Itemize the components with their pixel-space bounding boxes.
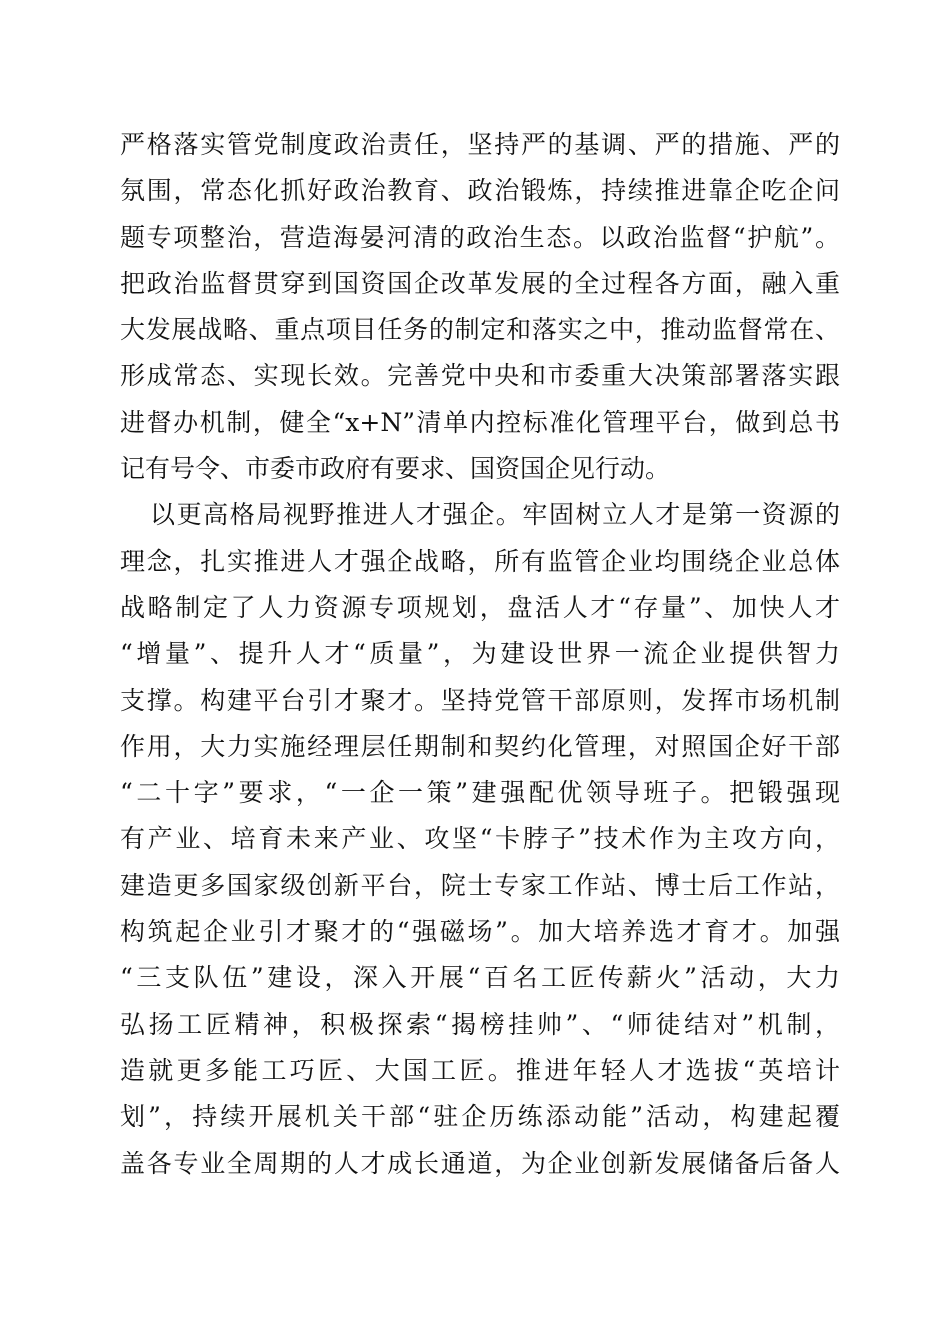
body-text xyxy=(120,122,840,1187)
text-line: 造就更多能工巧匠、大国工匠。推进年轻人才选拔“英培计 xyxy=(120,1055,840,1085)
text-line: 作用，大力实施经理层任期制和契约化管理，对照国企好干部 xyxy=(120,731,840,761)
text-line: “三支队伍”建设，深入开展“百名工匠传薪火”活动，大力 xyxy=(120,963,840,993)
text-line: 题专项整治，营造海晏河清的政治生态。以政治监督“护航”。 xyxy=(120,222,840,252)
text-line: 划”，持续开展机关干部“驻企历练添动能”活动，构建起覆 xyxy=(120,1102,840,1132)
text-line: 理念，扎实推进人才强企战略，所有监管企业均围绕企业总体 xyxy=(120,546,840,576)
text-line: 盖各专业全周期的人才成长通道，为企业创新发展储备后备人 xyxy=(120,1148,840,1178)
text-line: “增量”、提升人才“质量”，为建设世界一流企业提供智力 xyxy=(120,639,840,669)
text-line: 构筑起企业引才聚才的“强磁场”。加大培养选才育才。加强 xyxy=(120,917,840,947)
text-line: 支撑。构建平台引才聚才。坚持党管干部原则，发挥市场机制 xyxy=(120,685,840,715)
text-line: 有产业、培育未来产业、攻坚“卡脖子”技术作为主攻方向， xyxy=(120,824,840,854)
text-line: 战略制定了人力资源专项规划，盘活人才“存量”、加快人才 xyxy=(120,592,840,622)
text-line: 大发展战略、重点项目任务的制定和落实之中，推动监督常在、 xyxy=(120,315,840,345)
text-line: 把政治监督贯穿到国资国企改革发展的全过程各方面，融入重 xyxy=(120,268,840,298)
text-line: 进督办机制，健全“x+N”清单内控标准化管理平台，做到总书 xyxy=(120,407,840,437)
text-line: 严格落实管党制度政治责任，坚持严的基调、严的措施、严的 xyxy=(120,130,840,159)
text-line: “二十字”要求，“一企一策”建强配优领导班子。把锻强现 xyxy=(120,778,840,808)
text-line: 建造更多国家级创新平台，院士专家工作站、博士后工作站， xyxy=(120,870,840,900)
text-line: 弘扬工匠精神，积极探索“揭榜挂帅”、“师徒结对”机制， xyxy=(120,1009,840,1039)
text-line: 形成常态、实现长效。完善党中央和市委重大决策部署落实跟 xyxy=(120,361,840,391)
paragraph-heading-line: 以更高格局视野推进人才强企。牢固树立人才是第一资源的 xyxy=(150,500,840,530)
text-line: 氛围，常态化抓好政治教育、政治锻炼，持续推进靠企吃企问 xyxy=(120,176,840,206)
text-line: 记有号令、市委市政府有要求、国资国企见行动。 xyxy=(120,454,671,484)
